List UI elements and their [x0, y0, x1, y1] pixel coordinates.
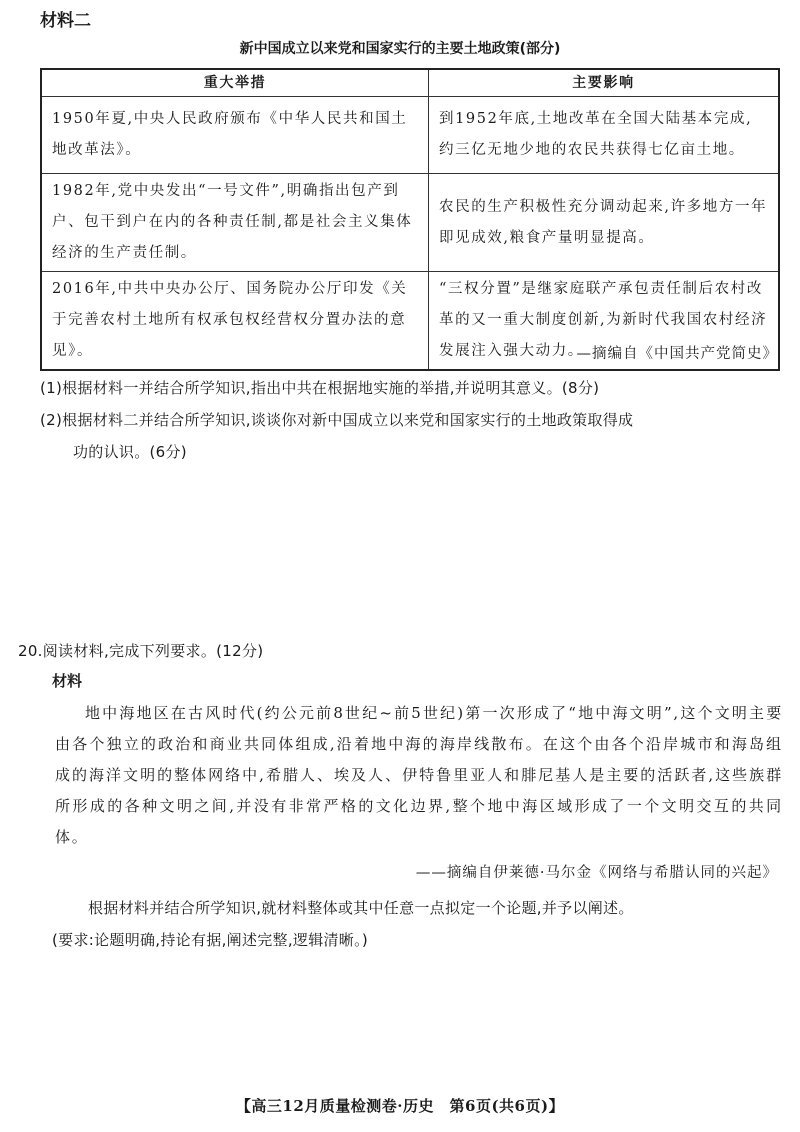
question-19-part-2-cont: 功的认识。(6分) [73, 443, 187, 461]
question-19-part-2: (2)根据材料二并结合所学知识,谈谈你对新中国成立以来党和国家实行的土地政策取得成 [40, 411, 634, 429]
question-19-part-1: (1)根据材料一并结合所学知识,指出中共在根据地实施的举措,并说明其意义。(8分) [40, 379, 600, 397]
table-header-row [41, 69, 779, 97]
page-footer: 【高三12月质量检测卷·历史 第6页(共6页)】 [235, 1097, 565, 1115]
table-cell-impact: 农民的生产积极性充分调动起来,许多地方一年即见成效,粮食产量明显提高。 [429, 174, 780, 272]
table-title: 新中国成立以来党和国家实行的主要土地政策(部分) [239, 41, 561, 57]
table-row [41, 174, 779, 272]
question-20-source: ——摘编自伊莱德·马尔金《网络与希腊认同的兴起》 [415, 865, 778, 881]
question-20-title: 20.阅读材料,完成下列要求。(12分) [18, 642, 264, 660]
table-cell-measure: 1950年夏,中央人民政府颁布《中华人民共和国土地改革法》。 [41, 97, 429, 174]
column-header-impacts: 主要影响 [429, 69, 780, 97]
land-policy-table [40, 68, 780, 371]
table-cell-measure: 1982年,党中央发出“一号文件”,明确指出包产到户、包干到户在内的各种责任制,都是社会主义集体经济的生产责任制。 [41, 174, 429, 272]
table-cell-impact: 到1952年底,土地改革在全国大陆基本完成,约三亿无地少地的农民共获得七亿亩土地。 [429, 97, 780, 174]
question-20-material-text: 地中海地区在古风时代(约公元前8世纪~前5世纪)第一次形成了“地中海文明”,这个文明主要由各个独立的政治和商业共同体组成,沿着地中海的海岸线散布。在这个由各个沿岸城市和海岛组成的海洋文明的整体网络中,希腊人、埃及人、伊特鲁里亚人和腓尼基人是主要的活跃者,这些族群所形成的各种文明之间,并没有非常严格的文化边界,整个地中海区域形成了一个文明交互的共同体。 [55, 704, 783, 846]
material-2-label: 材料二 [40, 11, 91, 31]
question-20-material-label: 材料 [52, 672, 83, 690]
material-2-source: —摘编自《中国共产党简史》 [576, 346, 778, 362]
question-20-requirements: (要求:论题明确,持论有据,阐述完整,逻辑清晰。) [52, 931, 369, 949]
table-cell-impact: “三权分置”是继家庭联产承包责任制后农村改革的又一重大制度创新,为新时代我国农村经济发展注入强大动力。 [429, 272, 780, 371]
table-cell-measure: 2016年,中共中央办公厅、国务院办公厅印发《关于完善农村土地所有权承包权经营权分置办法的意见》。 [41, 272, 429, 371]
table-row [41, 97, 779, 174]
column-header-measures: 重大举措 [41, 69, 429, 97]
question-20-instruction: 根据材料并结合所学知识,就材料整体或其中任意一点拟定一个论题,并予以阐述。 [88, 899, 634, 917]
